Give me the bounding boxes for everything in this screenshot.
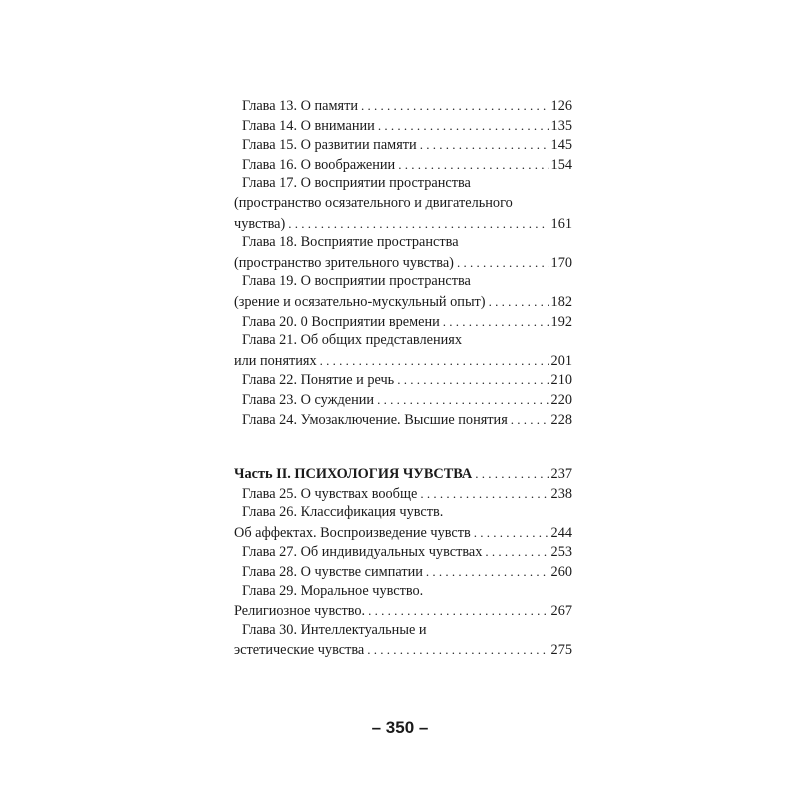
toc-page-number: 220 xyxy=(550,391,572,408)
section-gap xyxy=(234,429,572,464)
toc-page-number: 201 xyxy=(550,352,572,369)
toc-entry-title: Религиозное чувство. xyxy=(234,603,366,620)
toc-entry-title: Глава 27. Об индивидуальных чувствах xyxy=(242,544,483,561)
toc-entry xyxy=(234,351,572,371)
toc-entry xyxy=(234,601,572,621)
toc-entry xyxy=(234,370,572,390)
toc-entry-title: Об аффектах. Воспроизведение чувств xyxy=(234,524,471,541)
toc-entry-title: (пространство осязательного и двигательного xyxy=(234,194,513,211)
toc-part-title: Часть II. ПСИХОЛОГИЯ ЧУВСТВА xyxy=(234,466,473,483)
toc-entry-title: Глава 19. О восприятии пространства xyxy=(242,273,471,290)
toc-entry xyxy=(234,312,572,332)
toc-leader-dots xyxy=(443,312,549,332)
toc-entry-title: Глава 16. О воображении xyxy=(242,156,396,173)
toc-leader-dots xyxy=(398,155,548,175)
toc-section-part2 xyxy=(234,484,572,660)
toc-leader-dots xyxy=(420,135,549,155)
toc-entry xyxy=(234,640,572,660)
toc-leader-dots xyxy=(368,601,548,621)
toc-page-number: 154 xyxy=(550,156,572,173)
toc-page-number: 260 xyxy=(550,564,572,581)
toc-entry-title: Глава 20. 0 Восприятии времени xyxy=(242,313,440,330)
toc-page-number: 275 xyxy=(550,642,572,659)
page-number-footer: – 350 – xyxy=(371,718,429,737)
toc-entry-title: Глава 25. О чувствах вообще xyxy=(242,485,418,502)
toc-page-number: 210 xyxy=(550,372,572,389)
toc-leader-dots xyxy=(474,523,549,543)
toc-leader-dots xyxy=(320,351,549,371)
toc-page-number: 126 xyxy=(550,98,572,114)
toc-entry xyxy=(234,542,572,562)
toc-page-number: 244 xyxy=(550,524,572,541)
toc-entry xyxy=(234,272,572,292)
toc-entry-title: Глава 23. О суждении xyxy=(242,391,375,408)
toc-entry xyxy=(234,174,572,194)
toc-leader-dots xyxy=(377,390,548,410)
toc-leader-dots xyxy=(426,562,549,582)
toc-entry-title: Глава 21. Об общих представлениях xyxy=(242,332,462,349)
toc-page-number: 161 xyxy=(550,215,572,232)
toc-entry-title: Глава 29. Моральное чувство. xyxy=(242,582,424,599)
toc-leader-dots xyxy=(378,116,549,136)
toc-page-number: 237 xyxy=(550,466,572,483)
toc-page-number: 267 xyxy=(550,603,572,620)
toc-entry xyxy=(234,96,572,116)
toc-page-number: 135 xyxy=(550,117,572,134)
toc-entry xyxy=(234,135,572,155)
toc-entry-title: Глава 22. Понятие и речь xyxy=(242,372,395,389)
toc-entry-title: Глава 13. О памяти xyxy=(242,98,359,114)
toc-entry xyxy=(234,233,572,253)
toc-entry xyxy=(234,253,572,273)
toc-page-number: 170 xyxy=(550,254,572,271)
toc-leader-dots xyxy=(485,542,548,562)
toc-entry xyxy=(234,410,572,430)
table-of-contents xyxy=(234,96,572,660)
toc-entry xyxy=(234,214,572,234)
toc-entry xyxy=(234,331,572,351)
toc-entry xyxy=(234,484,572,504)
toc-entry-title: Глава 17. О восприятии пространства xyxy=(242,175,471,192)
toc-leader-dots xyxy=(397,370,548,390)
toc-leader-dots xyxy=(511,410,549,430)
toc-leader-dots xyxy=(489,292,549,312)
toc-entry-title: Глава 18. Восприятие пространства xyxy=(242,234,459,251)
toc-entry-title: (пространство зрительного чувства) xyxy=(234,254,454,271)
toc-entry xyxy=(234,116,572,136)
toc-entry-title: Глава 15. О развитии памяти xyxy=(242,137,417,154)
toc-leader-dots xyxy=(475,464,548,484)
toc-page-number: 253 xyxy=(550,544,572,561)
toc-section-part1 xyxy=(234,96,572,429)
toc-part-heading xyxy=(234,464,572,484)
toc-entry-title: Глава 14. О внимании xyxy=(242,117,375,134)
toc-entry-title: (зрение и осязательно-мускульный опыт) xyxy=(234,293,486,310)
toc-entry xyxy=(234,292,572,312)
toc-entry xyxy=(234,582,572,602)
toc-entry-title: эстетические чувства xyxy=(234,642,365,659)
toc-leader-dots xyxy=(367,640,548,660)
toc-entry xyxy=(234,194,572,214)
toc-page-number: 192 xyxy=(550,313,572,330)
toc-entry-title: Глава 28. О чувстве симпатии xyxy=(242,564,423,581)
toc-page-number: 182 xyxy=(550,293,572,310)
toc-page-number: 228 xyxy=(550,411,572,428)
toc-leader-dots xyxy=(420,484,548,504)
toc-entry xyxy=(234,523,572,543)
toc-page-number: 145 xyxy=(550,137,572,154)
toc-entry-title: Глава 30. Интеллектуальные и xyxy=(242,621,427,638)
toc-entry xyxy=(234,503,572,523)
toc-entry-title: Глава 24. Умозаключение. Высшие понятия xyxy=(242,411,508,428)
toc-leader-dots xyxy=(361,96,549,116)
toc-page-number: 238 xyxy=(550,485,572,502)
toc-entry xyxy=(234,155,572,175)
toc-entry xyxy=(234,562,572,582)
toc-entry-title: или понятиях xyxy=(234,352,317,369)
toc-leader-dots xyxy=(288,214,548,234)
toc-entry-title: чувства) xyxy=(234,215,286,232)
toc-leader-dots xyxy=(457,253,549,273)
toc-entry-title: Глава 26. Классификация чувств. xyxy=(242,504,444,521)
toc-entry xyxy=(234,390,572,410)
toc-entry xyxy=(234,621,572,641)
